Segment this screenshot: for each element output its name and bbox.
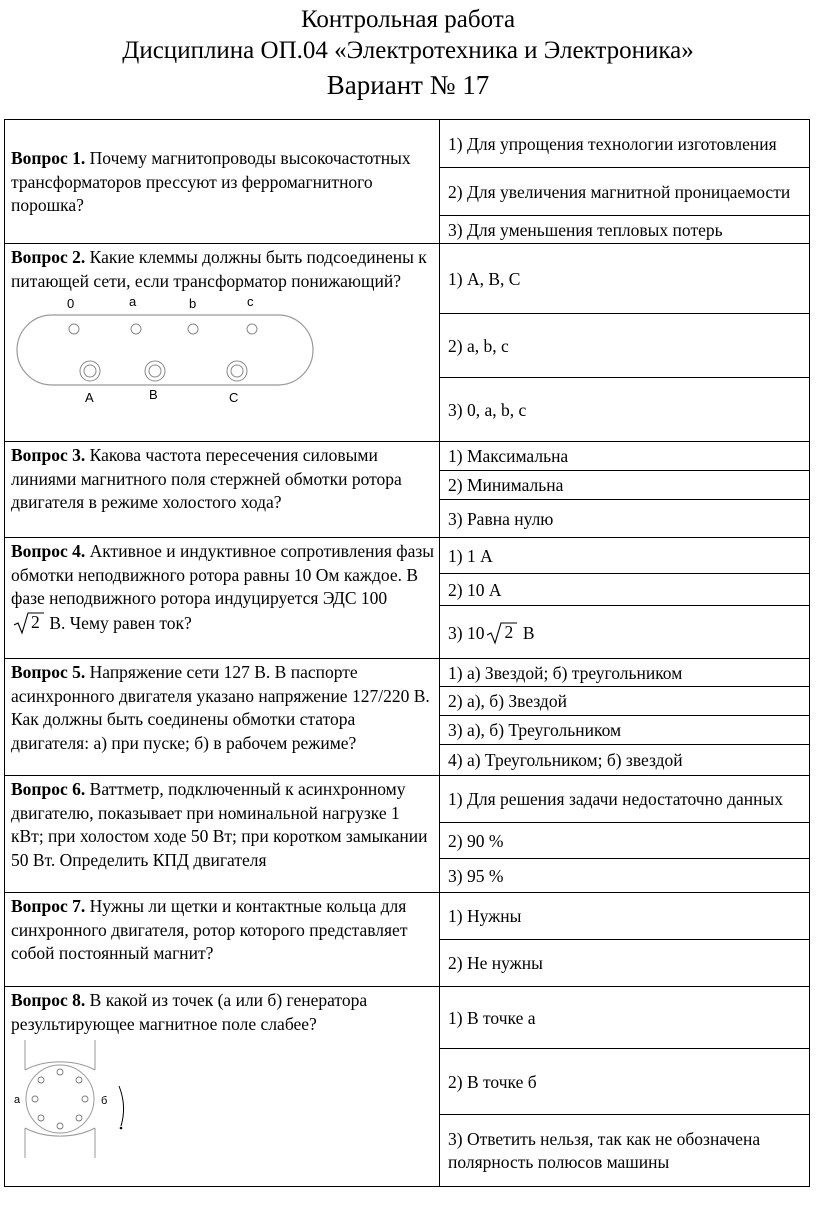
question-text: Нужны ли щетки и контактные кольца для синхронного двигателя, ротор которого представляет собой постоянный магнит? bbox=[11, 896, 408, 963]
terminal-label-0: 0 bbox=[67, 296, 75, 311]
question-text: Какова частота пересечения силовыми линиями магнитного поля стержней обмотки ротора двигателя в режиме холостого хода? bbox=[11, 445, 402, 512]
terminal-b-icon bbox=[188, 324, 198, 334]
terminal-label-A: A bbox=[85, 390, 94, 405]
answer-option[interactable]: 1) В точке а bbox=[440, 987, 810, 1049]
question-label: Вопрос 4. bbox=[11, 541, 86, 561]
answer-option[interactable]: 1) а) Звездой; б) треугольником bbox=[440, 659, 810, 687]
question-text: Ваттметр, подключенный к асинхронному двигателю, показывает при номинальной нагрузке 1 кВт; при холостом ходе 50 Вт; при коротком замыкании 50 Вт. Определить КПД двигателя bbox=[11, 779, 428, 870]
question-6 bbox=[5, 776, 440, 893]
answer-option[interactable]: 3) 95 % bbox=[440, 859, 810, 893]
answer-option[interactable]: 3) Для уменьшения тепловых потерь bbox=[440, 216, 810, 244]
question-label: Вопрос 5. bbox=[11, 662, 86, 682]
question-text: Какие клеммы должны быть подсоединены к питающей сети, если трансформатор понижающий? bbox=[11, 247, 427, 291]
terminal-c-icon bbox=[247, 324, 257, 334]
question-row-8 bbox=[5, 987, 810, 1049]
question-label: Вопрос 2. bbox=[11, 247, 86, 267]
answer-option[interactable]: 3) а), б) Треугольником bbox=[440, 716, 810, 745]
answer-option[interactable]: 2) 90 % bbox=[440, 823, 810, 859]
rotation-arrow-icon bbox=[119, 1086, 124, 1126]
question-label: Вопрос 6. bbox=[11, 779, 86, 799]
answer-option[interactable]: 1) Максимальна bbox=[440, 442, 810, 471]
answer-option[interactable]: 2) 10 А bbox=[440, 574, 810, 606]
answer-option[interactable]: 1) Для решения задачи недостаточно данных bbox=[440, 776, 810, 823]
point-b-label: б bbox=[101, 1095, 108, 1107]
question-7 bbox=[5, 893, 440, 987]
question-label: Вопрос 8. bbox=[11, 990, 86, 1010]
answer-option[interactable]: 1) Для упрощения технологии изготовления bbox=[440, 120, 810, 168]
question-text: Почему магнитопроводы высокочастотных трансформаторов прессуют из ферромагнитного порошка? bbox=[11, 148, 411, 216]
terminal-0-icon bbox=[69, 324, 79, 334]
question-row-1 bbox=[5, 120, 810, 168]
question-row-5 bbox=[5, 659, 810, 687]
terminal-B-icon bbox=[145, 361, 165, 381]
answer-option[interactable]: 3) 10 2 В bbox=[440, 606, 810, 659]
terminal-label-C: C bbox=[229, 390, 239, 405]
test-table bbox=[4, 119, 810, 1187]
question-8 bbox=[5, 987, 440, 1187]
terminal-label-a: a bbox=[129, 294, 137, 309]
point-a-label: а bbox=[14, 1094, 21, 1106]
question-2 bbox=[5, 244, 440, 442]
answer-option[interactable]: 2) Для увеличения магнитной проницаемости bbox=[440, 168, 810, 216]
terminal-label-B: B bbox=[149, 387, 158, 402]
answer-option[interactable]: 4) а) Треугольником; б) звездой bbox=[440, 745, 810, 776]
terminal-C-icon bbox=[227, 361, 247, 381]
answer-option[interactable]: 3) 0, a, b, c bbox=[440, 378, 810, 442]
question-row-6 bbox=[5, 776, 810, 823]
question-label: Вопрос 7. bbox=[11, 896, 86, 916]
header bbox=[0, 0, 816, 104]
question-label: Вопрос 3. bbox=[11, 445, 86, 465]
sqrt-symbol: 2 bbox=[11, 611, 45, 635]
question-3 bbox=[5, 442, 440, 538]
answer-option[interactable]: 2) Не нужны bbox=[440, 940, 810, 987]
sqrt-symbol: 2 bbox=[484, 621, 518, 645]
question-row-7 bbox=[5, 893, 810, 940]
answer-option[interactable]: 1) Нужны bbox=[440, 893, 810, 940]
answer-option[interactable]: 1) А, В, С bbox=[440, 244, 810, 314]
question-label: Вопрос 1. bbox=[11, 148, 86, 169]
terminal-label-b: b bbox=[189, 296, 197, 311]
variant-title: Вариант № 17 bbox=[326, 70, 490, 100]
terminal-a-icon bbox=[131, 324, 141, 334]
question-row-2 bbox=[5, 244, 810, 314]
discipline-title: Дисциплина ОП.04 «Электротехника и Электроника» bbox=[122, 37, 694, 64]
question-text: В какой из точек (а или б) генератора результирующее магнитное поле слабее? bbox=[11, 990, 368, 1034]
question-row-4 bbox=[5, 538, 810, 574]
answer-option[interactable]: 1) 1 А bbox=[440, 538, 810, 574]
terminal-A-icon bbox=[80, 361, 100, 381]
answer-option[interactable]: 2) Минимальна bbox=[440, 471, 810, 500]
question-text: Активное и индуктивное сопротивления фазы обмотки неподвижного ротора равны 10 Ом каждое. В фазе неподвижного ротора индуцируется ЭДС 100 bbox=[11, 541, 435, 608]
question-text-end: В. Чему равен ток? bbox=[45, 612, 192, 633]
question-5 bbox=[5, 659, 440, 776]
answer-option[interactable]: 3) Равна нулю bbox=[440, 500, 810, 538]
document-title: Контрольная работа bbox=[300, 6, 516, 33]
terminal-label-c: c bbox=[247, 294, 254, 309]
answer-option[interactable]: 3) Ответить нельзя, так как не обозначена полярность полюсов машины bbox=[440, 1115, 810, 1187]
question-4 bbox=[5, 538, 440, 659]
question-text: Напряжение сети 127 В. В паспорте асинхронного двигателя указано напряжение 127/220 В. Как должны быть соединены обмотки статора двигателя: а) при пуске; б) в рабочем режиме? bbox=[11, 662, 430, 753]
transformer-terminal-diagram bbox=[11, 293, 321, 409]
question-row-3 bbox=[5, 442, 810, 471]
question-1 bbox=[5, 120, 440, 244]
answer-option[interactable]: 2) а), б) Звездой bbox=[440, 687, 810, 716]
answer-option[interactable]: 2) В точке б bbox=[440, 1049, 810, 1115]
generator-diagram bbox=[11, 1036, 151, 1162]
answer-option[interactable]: 2) a, b, c bbox=[440, 314, 810, 378]
